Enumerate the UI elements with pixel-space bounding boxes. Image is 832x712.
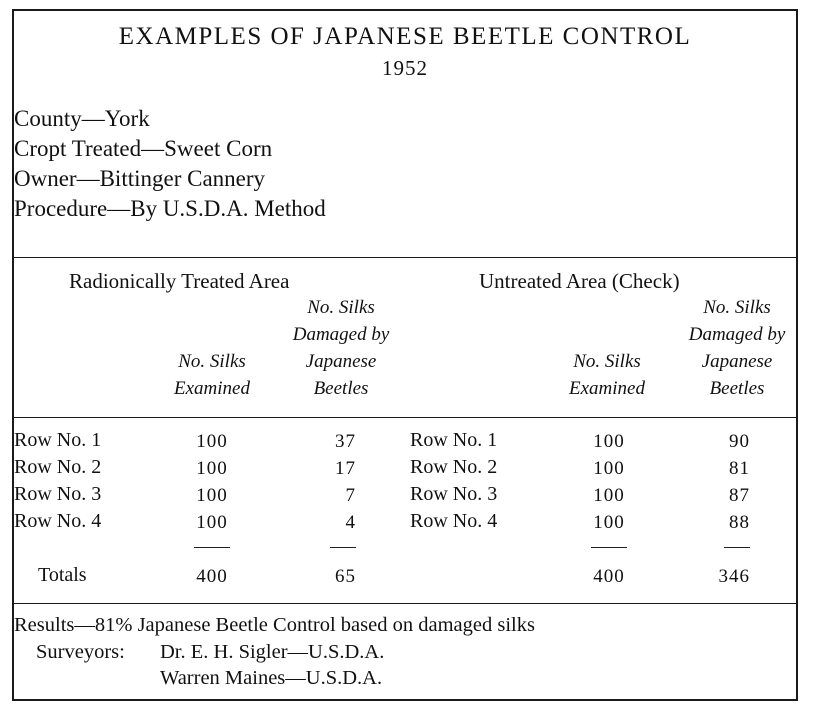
treated-damaged-total: 65 [335, 566, 356, 587]
row-label: Row No. 1 [14, 429, 102, 451]
treated-examined-cell: 100 [196, 458, 228, 479]
untreated-row-label: Row No. 1 [410, 429, 498, 451]
row-label: Row No. 2 [14, 456, 102, 478]
surveyor-1: Dr. E. H. Sigler—U.S.D.A. [160, 641, 385, 663]
treated-heading: Radionically Treated Area [69, 269, 290, 293]
untreated-damaged-cell: 88 [729, 512, 750, 533]
treated-damaged-cell: 17 [335, 458, 356, 479]
row-label: Row No. 4 [14, 510, 102, 532]
info-crop: Cropt Treated—Sweet Corn [14, 136, 273, 161]
document-year: 1952 [382, 56, 428, 80]
untreated-row-label: Row No. 2 [410, 456, 498, 478]
untreated-examined-cell: 100 [593, 431, 625, 452]
untreated-heading: Untreated Area (Check) [479, 269, 680, 293]
document-frame [12, 9, 798, 701]
untreated-examined-cell: 100 [593, 485, 625, 506]
untreated-row-label: Row No. 4 [410, 510, 498, 532]
sum-rule [330, 547, 356, 548]
treated-examined-cell: 100 [196, 485, 228, 506]
untreated-damaged-cell: 90 [729, 431, 750, 452]
surveyor-2: Warren Maines—U.S.D.A. [160, 667, 383, 689]
untreated-examined-total: 400 [593, 566, 625, 587]
divider-bottom [14, 603, 796, 604]
treated-damaged-cell: 7 [345, 485, 356, 506]
treated-examined-total: 400 [196, 566, 228, 587]
info-procedure: Procedure—By U.S.D.A. Method [14, 196, 326, 221]
sum-rule [724, 547, 750, 548]
treated-examined-cell: 100 [196, 512, 228, 533]
untreated-row-label: Row No. 3 [410, 483, 498, 505]
untreated-damaged-header: No. Silks Damaged by Japanese Beetles [688, 297, 786, 399]
treated-damaged-cell: 4 [345, 512, 356, 533]
untreated-damaged-total: 346 [718, 566, 750, 587]
untreated-examined-header: No. Silks Examined [569, 351, 645, 399]
divider-top [14, 257, 796, 258]
document-title: EXAMPLES OF JAPANESE BEETLE CONTROL [118, 23, 692, 50]
surveyors-label: Surveyors: [36, 641, 125, 663]
sum-rule [591, 547, 627, 548]
results-text: Results—81% Japanese Beetle Control based on damaged silks [14, 614, 535, 636]
row-label: Row No. 3 [14, 483, 102, 505]
untreated-damaged-cell: 87 [729, 485, 750, 506]
sum-rule [194, 547, 230, 548]
totals-label: Totals [38, 564, 87, 586]
treated-damaged-header: No. Silks Damaged by Japanese Beetles [292, 297, 390, 399]
untreated-examined-cell: 100 [593, 458, 625, 479]
info-owner: Owner—Bittinger Cannery [14, 166, 266, 191]
divider-header [14, 417, 796, 418]
treated-damaged-cell: 37 [335, 431, 356, 452]
info-county: County—York [14, 106, 150, 131]
treated-examined-cell: 100 [196, 431, 228, 452]
treated-examined-header: No. Silks Examined [174, 351, 250, 399]
untreated-examined-cell: 100 [593, 512, 625, 533]
untreated-damaged-cell: 81 [729, 458, 750, 479]
